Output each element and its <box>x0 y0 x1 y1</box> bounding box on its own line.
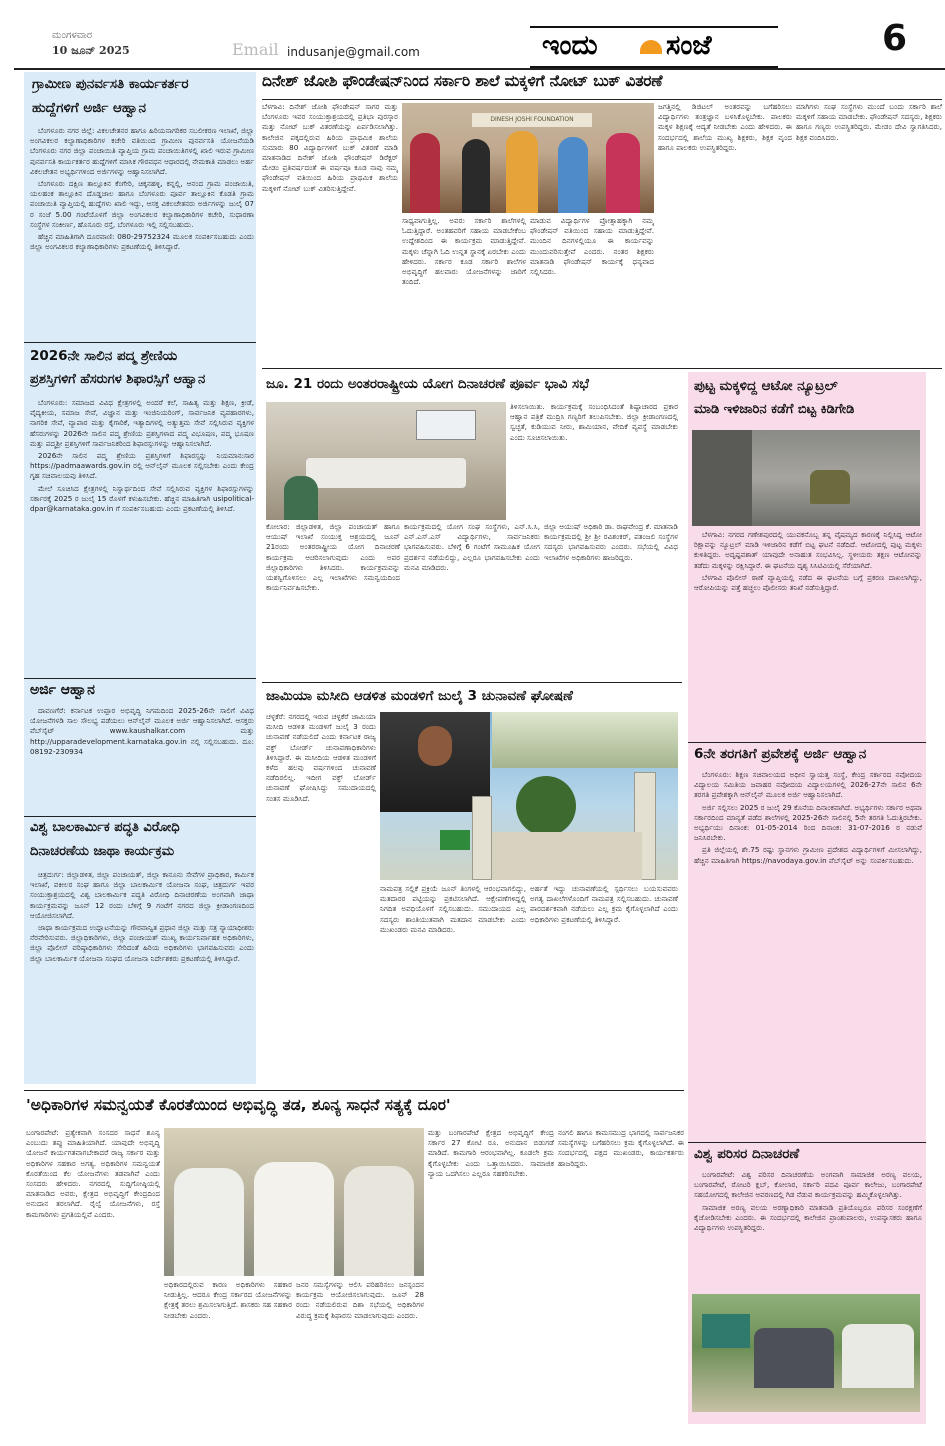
mosque-flag <box>440 830 470 850</box>
masthead <box>0 0 945 68</box>
email-label: Email <box>232 40 279 59</box>
bottom-title: 'ಅಧಿಕಾರಿಗಳ ಸಮನ್ವಯತೆ ಕೊರತೆಯಿಂದ ಅಭಿವೃದ್ಧಿ ತಡ, ಶೂನ್ಯ ಸಾಧನೆ ಸತ್ಯಕ್ಕೆ ದೂರ' <box>26 1096 451 1114</box>
left-a2-title-1: 2026ನೇ ಸಾಲಿನ ಪದ್ಮ ಶ್ರೇಣಿಯ <box>30 348 178 364</box>
page-number: 6 <box>882 18 908 59</box>
mosque-inset-group <box>492 712 678 768</box>
top-story-col-1: ಬೆಳಗಾವಿ: ದಿನೇಶ್ ಜೋಶಿ ಫೌಂಡೇಷನ್ ಸಾಗರ ಮತ್ತು ಬೆಂಗಳೂರು ಇವರ ಸಂಯುಕ್ತಾಶ್ರಯದಲ್ಲಿ ಪ್ರತಿಭಾ ಪುರಸ್ಕಾರ ಮತ್ತು ನೋಟ್ ಬುಕ್ ವಿತರಣೆಯನ್ನು ಏರ್ಪಡಿಸಲಾಗಿತ್ತು. ಕಾಲೇಜಿನ ಪಕ್ಕದಲ್ಲಿರುವ ಹಿರಿಯ ಪ್ರಾಥಮಿಕ ಶಾಲೆಯ ಸುಮಾರು 80 ವಿದ್ಯಾರ್ಥಿಗಳಿಗೆ ಬುಕ್ ವಿತರಣೆ ಮಾಡಿ ಮಾತನಾಡಿದ ದಿನೇಶ್ ಜೋಶಿ ಫೌಂಡೇಷನ್ ಡಿರೆಕ್ಟರ್ ಮೇಡಂ ಪ್ರತಿವರ್ಷದಂತೆ ಈ ವರ್ಷವೂ ಕೂಡ ನಾವು ನಮ್ಮ ಫೌಂಡೇಷನ್ ವತಿಯಿಂದ ಹಿರಿಯ ಪ್ರಾಥಮಿಕ ಶಾಲೆಯ ಮಕ್ಕಳಿಗೆ ನೋಟ್ ಬುಕ್ ವಿತರಿಸುತ್ತಿದ್ದೇವೆ. <box>262 102 398 193</box>
left-a4-p1: ಚಿತ್ರದುರ್ಗ: ಜಿಲ್ಲಾಡಳಿತ, ಜಿಲ್ಲಾ ಪಂಚಾಯತ್, ಜಿಲ್ಲಾ ಕಾನೂನು ಸೇವೆಗಳ ಪ್ರಾಧಿಕಾರ, ಕಾರ್ಮಿಕ ಇಲಾಖೆ, ವಕೀಲರ ಸಂಘ ಹಾಗೂ ಜಿಲ್ಲಾ ಬಾಲಕಾರ್ಮಿಕ ಯೋಜನಾ ಸಂಘ, ಚಿತ್ರದುರ್ಗ ಇವರ ಸಂಯುಕ್ತಾಶ್ರಯದಲ್ಲಿ ವಿಶ್ವ ಬಾಲಕಾರ್ಮಿಕ ಪದ್ಧತಿ ವಿರೋಧಿ ದಿನಾಚರಣೆಯ ಅಂಗವಾಗಿ ಜಾಥಾ ಕಾರ್ಯಕ್ರಮವನ್ನು ಜೂನ್ 12 ರಂದು ಬೆಳಿಗ್ಗೆ 9 ಗಂಟೆಗೆ ನಗರದ ಜಿಲ್ಲಾ ಕ್ರೀಡಾಂಗಣದಿಂದ ಆಯೋಜಿಸಲಾಗಿದೆ. <box>30 870 254 920</box>
auto-title-2: ಮಾಡಿ ಇಳಿಜಾರಿನ ಕಡೆಗೆ ಬಿಟ್ಟ ಕಿಡಿಗೇಡಿ <box>694 402 855 417</box>
yoga-photo <box>266 402 506 520</box>
top-story-title: ದಿನೇಶ್ ಜೋಶಿ ಫೌಂಡೇಷನ್‌ನಿಂದ ಸರ್ಕಾರಿ ಶಾಲೆ ಮಕ್ಕಳಿಗೆ ನೋಟ್ ಬುಕ್ ವಿತರಣೆ <box>262 72 663 90</box>
bottom-col-2: ಅಧಿಕಾರದಲ್ಲಿರುವ ಕಾರಣ ಅಧಿಕಾರಿಗಳು ಸಹಕಾರ ನೀಡುತ್ತಿಲ್ಲ. ಆದರೂ ಕೇಂದ್ರ ಸರ್ಕಾರದ ಯೋಜನೆಗಳನ್ನು ಕ್ಷೇತ್ರಕ್ಕೆ ತರಲು ಶ್ರಮಿಸಲಾಗುತ್ತಿದೆ. ಶಾಸಕರು ಸಹ ಸಹಕಾರ ನೀಡಬೇಕು ಎಂದರು. <box>164 1280 292 1320</box>
env-group-right <box>842 1324 914 1388</box>
top-story-col-4: ಜಗತ್ತಿನಲ್ಲಿ ಡಿಜಿಟಲ್ ಅಂತರವನ್ನು ಬಗೆಹರಿಸಲು ವಿದ್ಯಾರ್ಥಿಗಳು ತಂತ್ರಜ್ಞಾನ ಬಳಸಿಕೊಳ್ಳಬೇಕು. ಪಾಲಕರು ಮಕ್ಕಳ ಶಿಕ್ಷಣಕ್ಕೆ ಆದ್ಯತೆ ನೀಡಬೇಕು ಎಂದು ಹೇಳಿದರು. ಈ ಸಂದರ್ಭದಲ್ಲಿ ಶಾಲೆಯ ಮುಖ್ಯ ಶಿಕ್ಷಕರು, ಶಿಕ್ಷಕ ವೃಂದ ಹಾಗೂ ಪಾಲಕರು ಉಪಸ್ಥಿತರಿದ್ದರು. <box>658 102 792 152</box>
minaret-left <box>472 796 492 880</box>
left-a1-p1: ಬೆಂಗಳೂರು ನಗರ ಜಿಲ್ಲೆ: ವಿಕಲಚೇತನರ ಹಾಗೂ ಹಿರಿಯನಾಗರಿಕರ ಸಬಲೀಕರಣ ಇಲಾಖೆ, ಜಿಲ್ಲಾ ಅಂಗವಿಕಲರ ಕಲ್ಯಾಣಾಧಿಕಾರಿಗಳ ಕಚೇರಿ ವತಿಯಿಂದ ಗ್ರಾಮೀಣ ಪುನರ್ವಸತಿ ಯೋಜನೆಯಡಿ ಬೆಂಗಳೂರು ನಗರ ಜಿಲ್ಲಾ ಪಂಚಾಯಿತಿ ವ್ಯಾಪ್ತಿಯ ಗ್ರಾಮ ಪಂಚಾಯಿತಿಗಳಲ್ಲಿ ಖಾಲಿ ಇರುವ ಗ್ರಾಮೀಣ ಪುನರ್ವಸತಿ ಕಾರ್ಯಕರ್ತರ ಹುದ್ದೆಗಳಿಗೆ ಮಾಸಿಕ ಗೌರವಧನ ಆಧಾರದಲ್ಲಿ ನೇಮಕಾತಿ ಮಾಡಲು ಅರ್ಹ ವಿಕಲಚೇತನ ಅಭ್ಯರ್ಥಿಗಳಿಂದ ಅರ್ಜಿಗಳನ್ನು ಆಹ್ವಾನಿಸಲಾಗಿದೆ. <box>30 126 254 176</box>
left-a1-title-1: ಗ್ರಾಮೀಣ ಪುನರ್ವಸತಿ ಕಾರ್ಯಕರ್ತರ <box>32 76 189 92</box>
mosque-inset-face <box>418 726 452 766</box>
mosque-tree <box>516 776 576 836</box>
left-a4-title-1: ವಿಶ್ವ ಬಾಲಕಾರ್ಮಿಕ ಪದ್ಧತಿ ವಿರೋಧಿ <box>30 820 180 835</box>
left-a3-body <box>30 706 254 814</box>
yoga-col-2: ಕಾರ್ಯಕ್ರಮದಲ್ಲಿ ಯೋಗ ಸಂಘ ಸಂಸ್ಥೆಗಳು, ಎನ್.ಸಿ.ಸಿ, ಎನ್.ಎಸ್.ಎಸ್ ವಿದ್ಯಾರ್ಥಿಗಳು, ಸಾರ್ವಜನಿಕರು ಭಾಗವಹಿಸುವರು. ಬೆಳಿಗ್ಗೆ 6 ಗಂಟೆಗೆ ಸಾಮೂಹಿಕ ಯೋಗ ಪ್ರದರ್ಶನ ನಡೆಯಲಿದ್ದು, ಎಲ್ಲರೂ ಭಾಗವಹಿಸಬೇಕು ಎಂದು ಮನವಿ ಮಾಡಿದರು. <box>404 522 540 572</box>
yoga-right-top: ತಿಳಿಸಲಾಯಿತು. ಕಾರ್ಯಕ್ರಮಕ್ಕೆ ಸಂಬಂಧಿಸಿದಂತೆ ಶಿಷ್ಟಾಚಾರದ ಪ್ರಕಾರ ಆಹ್ವಾನ ಪತ್ರಿಕೆ ಮುದ್ರಿಸಿ ಗಣ್ಯರಿಗೆ ತಲುಪಿಸಬೇಕು. ಜಿಲ್ಲಾ ಕ್ರೀಡಾಂಗಣದಲ್ಲಿ ಸ್ವಚ್ಛತೆ, ಕುಡಿಯುವ ನೀರು, ಶಾಮಿಯಾನ, ವೇದಿಕೆ ವ್ಯವಸ್ಥೆ ಮಾಡಬೇಕು ಎಂದು ಸೂಚಿಸಲಾಯಿತು. <box>510 402 678 442</box>
photo-person-3 <box>506 131 538 213</box>
bottom-photo-group-2 <box>254 1162 334 1276</box>
photo-person-5 <box>606 133 640 213</box>
left-a2-title-2: ಪ್ರಶಸ್ತಿಗಳಿಗೆ ಹೆಸರುಗಳ ಶಿಫಾರಸ್ಸಿಗೆ ಆಹ್ವಾನ <box>30 372 206 387</box>
left-a1-title-2: ಹುದ್ದೆಗಳಿಗೆ ಅರ್ಜಿ ಆಹ್ವಾನ <box>32 100 146 116</box>
cctv-wall <box>692 430 752 526</box>
bottom-photo-group-3 <box>344 1166 414 1276</box>
logo-sun-icon <box>640 40 662 54</box>
env-title: ವಿಶ್ವ ಪರಿಸರ ದಿನಾಚರಣೆ <box>694 1146 800 1162</box>
left-a3-title: ಅರ್ಜಿ ಆಹ್ವಾನ <box>30 682 95 698</box>
env-banner <box>702 1314 750 1348</box>
yoga-col-1: ಕೋಲಾರ: ಜಿಲ್ಲಾಡಳಿತ, ಜಿಲ್ಲಾ ಪಂಚಾಯತ್ ಹಾಗೂ ಆಯುಷ್ ಇಲಾಖೆ ಸಂಯುಕ್ತ ಆಶ್ರಯದಲ್ಲಿ ಜೂನ್ 21ರಂದು ಅಂತರರಾಷ್ಟ್ರೀಯ ಯೋಗ ದಿನಾಚರಣೆ ಕಾರ್ಯಕ್ರಮ ಆಚರಿಸಲಾಗುವುದು ಎಂದು ಅಪರ ಜಿಲ್ಲಾಧಿಕಾರಿಗಳು ತಿಳಿಸಿದರು. ಕಾರ್ಯಕ್ರಮವನ್ನು ಯಶಸ್ವಿಗೊಳಿಸಲು ಎಲ್ಲ ಇಲಾಖೆಗಳು ಸಮನ್ವಯದಿಂದ ಕಾರ್ಯನಿರ್ವಹಿಸಬೇಕು. <box>266 522 400 593</box>
top-story-col-3: ಮಾಡುವ ವಿದ್ಯಾರ್ಥಿಗಳ ಪ್ರೋತ್ಸಾಹಕ್ಕಾಗಿ ನಮ್ಮ ಫೌಂಡೇಷನ್ ವತಿಯಿಂದ ಸಹಾಯ ಮಾಡುತ್ತಿದ್ದೇವೆ. ಮುಂದಿನ ದಿನಗಳಲ್ಲಿಯೂ ಈ ಕಾರ್ಯವನ್ನು ಮುಂದುವರಿಸುತ್ತೇವೆ ಎಂದರು. ನಂತರ ಶಿಕ್ಷಕರು ಮಾತನಾಡಿ ಫೌಂಡೇಷನ್ ಕಾರ್ಯಕ್ಕೆ ಧನ್ಯವಾದ ಸಲ್ಲಿಸಿದರು. <box>530 216 654 277</box>
bottom-photo <box>164 1128 424 1276</box>
mosque-col-2: ನಾಮಪತ್ರ ಸಲ್ಲಿಕೆ ಪ್ರಕ್ರಿಯೆ ಜೂನ್ ತಿಂಗಳಲ್ಲಿ ಆರಂಭವಾಗಲಿದ್ದು, ಮತದಾರರ ಪಟ್ಟಿಯನ್ನು ಪ್ರಕಟಿಸಲಾಗಿದೆ. ಆಕ್ಷೇಪಣೆಗಳಿದ್ದಲ್ಲಿ ನಿಗದಿತ ಅವಧಿಯೊಳಗೆ ಸಲ್ಲಿಸಬಹುದು. ಸಮುದಾಯದ ಎಲ್ಲ ಸದಸ್ಯರು ಶಾಂತಿಯುತವಾಗಿ ಮತದಾನ ಮಾಡಬೇಕು ಎಂದು ಮುಖಂಡರು ಮನವಿ ಮಾಡಿದರು. <box>380 884 526 934</box>
left-a4-p2: ಜಾಥಾ ಕಾರ್ಯಕ್ರಮದ ಉದ್ಘಾಟನೆಯನ್ನು ಗೌರವಾನ್ವಿತ ಪ್ರಧಾನ ಜಿಲ್ಲಾ ಮತ್ತು ಸತ್ರ ನ್ಯಾಯಾಧೀಶರು ನೆರವೇರಿಸುವರು. ಜಿಲ್ಲಾಧಿಕಾರಿಗಳು, ಜಿಲ್ಲಾ ಪಂಚಾಯತ್ ಮುಖ್ಯ ಕಾರ್ಯನಿರ್ವಾಹಕ ಅಧಿಕಾರಿಗಳು, ಜಿಲ್ಲಾ ಪೊಲೀಸ್ ವರಿಷ್ಠಾಧಿಕಾರಿಗಳು ಸೇರಿದಂತೆ ಹಿರಿಯ ಅಧಿಕಾರಿಗಳು ಭಾಗವಹಿಸುವರು ಎಂದು ಜಿಲ್ಲಾ ಬಾಲಕಾರ್ಮಿಕ ಯೋಜನಾ ಸಂಘದ ಯೋಜನಾ ನಿರ್ದೇಶಕರು ಪ್ರಕಟಣೆಯಲ್ಲಿ ತಿಳಿಸಿದ್ದಾರೆ. <box>30 923 254 963</box>
left-divider-1 <box>24 342 256 343</box>
yoga-title: ಜೂ. 21 ರಂದು ಅಂತರರಾಷ್ಟ್ರೀಯ ಯೋಗ ದಿನಾಚರಣೆ ಪೂರ್ವ ಭಾವಿ ಸಭೆ <box>266 376 589 392</box>
photo-person-2 <box>462 139 490 213</box>
auto-body <box>694 530 922 740</box>
bottom-top-rule <box>24 1090 684 1091</box>
logo-left-text: ಇಂದು <box>542 30 598 61</box>
top-story-photo <box>402 103 654 213</box>
right-divider-1 <box>688 742 926 743</box>
auto-rickshaw-shape <box>810 470 850 504</box>
left-a4-title-2: ದಿನಾಚರಣೆಯ ಜಾಥಾ ಕಾರ್ಯಕ್ರಮ <box>30 844 175 859</box>
left-divider-2 <box>24 678 256 679</box>
masthead-day: ಮಂಗಳವಾರ <box>52 30 93 41</box>
bottom-col-5: ನಂಗಲಿ ಹಾಗೂ ಕಾಮಸಮುದ್ರ ಭಾಗದಲ್ಲಿ ಸಾರ್ವಜನಿಕರ ಸಮಸ್ಯೆಗಳನ್ನು ಬಗೆಹರಿಸಲು ಕ್ರಮ ಕೈಗೊಳ್ಳಲಾಗಿದೆ. ಈ ಸಂದರ್ಭದಲ್ಲಿ ಪಕ್ಷದ ಮುಖಂಡರು, ಕಾರ್ಯಕರ್ತರು ಹಾಜರಿದ್ದರು. <box>558 1128 684 1168</box>
mosque-building <box>492 832 642 880</box>
top-story-col-2: ಸಾಧ್ಯವಾಗುತ್ತಿಲ್ಲ. ಅವರು ಸರ್ಕಾರಿ ಶಾಲೆಗಳಲ್ಲಿ ಓದುತ್ತಿದ್ದಾರೆ. ಅಂತಹವರಿಗೆ ಸಹಾಯ ಮಾಡಬೇಕೆಂಬ ಉದ್ದೇಶದಿಂದ ಈ ಕಾರ್ಯಕ್ರಮ ಮಾಡುತ್ತಿದ್ದೇವೆ. ಮಕ್ಕಳು ಚೆನ್ನಾಗಿ ಓದಿ ಉನ್ನತ ಸ್ಥಾನಕ್ಕೆ ಏರಬೇಕು ಎಂದು ಹೇಳಿದರು. ಸರ್ಕಾರ ಕೂಡ ಸರ್ಕಾರಿ ಶಾಲೆಗಳ ಅಭಿವೃದ್ಧಿಗೆ ಹಲವಾರು ಯೋಜನೆಗಳನ್ನು ಜಾರಿಗೆ ತಂದಿದೆ. <box>402 216 526 287</box>
yoga-bottom-rule <box>262 682 682 683</box>
env-body <box>694 1170 922 1290</box>
left-a2-body <box>30 398 254 676</box>
left-a2-p2: 2026ನೇ ಸಾಲಿನ ಪದ್ಮ ಶ್ರೇಣಿಯ ಪ್ರಶಸ್ತಿಗಳಿಗೆ ಶಿಫಾರಸ್ಸನ್ನು ನಿಯಮಾನುಸಾರ https://padmaawards.gov.in ರಲ್ಲಿ ಆನ್‌ಲೈನ್ ಮೂಲಕ ಸಲ್ಲಿಸಬೇಕು ಎಂದು ಕೇಂದ್ರ ಗೃಹ ಸಚಿವಾಲಯವು ತಿಳಿಸಿದೆ. <box>30 451 254 481</box>
admission-p2: ಅರ್ಜಿ ಸಲ್ಲಿಸಲು 2025 ರ ಜುಲೈ 29 ಕೊನೆಯ ದಿನಾಂಕವಾಗಿದೆ. ಅಭ್ಯರ್ಥಿಗಳು ಸರ್ಕಾರ ಅಥವಾ ಸರ್ಕಾರದಿಂದ ಮಾನ್ಯತೆ ಪಡೆದ ಶಾಲೆಗಳಲ್ಲಿ 2025-26ನೇ ಸಾಲಿನಲ್ಲಿ 5ನೇ ತರಗತಿ ಓದುತ್ತಿರಬೇಕು. ಅಭ್ಯರ್ಥಿಯು ದಿನಾಂಕ: 01-05-2014 ರಿಂದ ದಿನಾಂಕ: 31-07-2016 ರ ನಡುವೆ ಜನಿಸಿರಬೇಕು. <box>694 802 922 843</box>
yoga-photo-screen <box>416 410 476 440</box>
left-a3-p1: ದಾವಣಗೆರೆ: ಕರ್ನಾಟಕ ಉಪ್ಪಾರ ಅಭಿವೃದ್ಧಿ ನಿಗಮದಿಂದ 2025-26ನೇ ಸಾಲಿಗೆ ವಿವಿಧ ಯೋಜನೆಗಳಡಿ ಸಾಲ ಸೌಲಭ್ಯ ಪಡೆಯಲು ಆನ್‌ಲೈನ್ ಮೂಲಕ ಅರ್ಜಿ ಆಹ್ವಾನಿಸಲಾಗಿದೆ. ಆಸಕ್ತರು ವೆಬ್‌ಸೈಟ್ www.kaushalkar.com ಮತ್ತು http://upparadevelopment.karnataka.gov.in ನಲ್ಲಿ ಸಲ್ಲಿಸಬಹುದು. ದೂ: 08192-230934 <box>30 706 254 756</box>
bottom-col-4: ಮತ್ತು ಬಂಗಾರಪೇಟೆ ಕ್ಷೇತ್ರದ ಅಭಿವೃದ್ಧಿಗೆ ಕೇಂದ್ರ ಸರ್ಕಾರ 27 ಕೋಟಿ ರೂ. ಅನುದಾನ ಬಿಡುಗಡೆ ಮಾಡಿದೆ. ಕಾಮಗಾರಿ ಆರಂಭವಾಗಿಲ್ಲ. ಕೂಡಲೇ ಕ್ರಮ ಕೈಗೊಳ್ಳಬೇಕು ಎಂದು ಒತ್ತಾಯಿಸಿದರು. ಸಾಮಾಜಿಕ ನ್ಯಾಯ ಒದಗಿಸಲು ಎಲ್ಲರೂ ಸಹಕರಿಸಬೇಕು. <box>428 1128 554 1178</box>
admission-title: 6ನೇ ತರಗತಿಗೆ ಪ್ರವೇಶಕ್ಕೆ ಅರ್ಜಿ ಆಹ್ವಾನ <box>694 746 867 762</box>
auto-p1: ಬೆಳಗಾವಿ: ನಗರದ ಗಣೇಶಪುರದಲ್ಲಿ ಯುವಕನೊಬ್ಬ ತನ್ನ ವೈಷಮ್ಯದ ಕಾರಣಕ್ಕೆ ನಿಲ್ಲಿಸಿದ್ದ ಆಟೋ ರಿಕ್ಷಾವನ್ನು ನ್ಯೂಟ್ರಲ್ ಮಾಡಿ ಇಳಿಜಾರಿನ ಕಡೆಗೆ ಬಿಟ್ಟ ಘಟನೆ ನಡೆದಿದೆ. ಆಟೋದಲ್ಲಿ ಪುಟ್ಟ ಮಕ್ಕಳು ಕುಳಿತಿದ್ದರು. ಅದೃಷ್ಟವಶಾತ್ ಯಾವುದೇ ಅನಾಹುತ ಸಂಭವಿಸಿಲ್ಲ. ಸ್ಥಳೀಯರು ತಕ್ಷಣ ಆಟೋವನ್ನು ತಡೆದು ಮಕ್ಕಳನ್ನು ರಕ್ಷಿಸಿದ್ದಾರೆ. ಈ ಘಟನೆಯ ದೃಶ್ಯ ಸಿಸಿಟಿವಿಯಲ್ಲಿ ಸೆರೆಯಾಗಿದೆ. <box>694 530 922 570</box>
auto-title-1: ಪುಟ್ಟ ಮಕ್ಕಳಿದ್ದ ಆಟೋ ನ್ಯೂಟ್ರಲ್ <box>694 378 838 394</box>
masthead-logo <box>530 26 778 68</box>
yoga-photo-table <box>306 458 466 488</box>
mosque-col-1: ಚಳ್ಳಕೆರೆ: ನಗರದಲ್ಲಿ ಇರುವ ಚಳ್ಳಕೆರೆ ಜಾಮಿಯಾ ಮಸೀದಿ ಆಡಳಿತ ಮಂಡಳಿಗೆ ಜುಲೈ 3 ರಂದು ಚುನಾವಣೆ ನಡೆಯಲಿದೆ ಎಂದು ಕರ್ನಾಟಕ ರಾಜ್ಯ ವಕ್ಫ್ ಬೋರ್ಡ್ ಚುನಾವಣಾಧಿಕಾರಿಗಳು ತಿಳಿಸಿದ್ದಾರೆ. ಈ ಮಸೀದಿಯ ಆಡಳಿತ ಮಂಡಳಿಗೆ ಕಳೆದ ಹಲವು ವರ್ಷಗಳಿಂದ ಚುನಾವಣೆ ನಡೆದಿರಲಿಲ್ಲ. ಇದೀಗ ವಕ್ಫ್ ಬೋರ್ಡ್ ಚುನಾವಣೆ ಘೋಷಿಸಿದ್ದು ಸಮುದಾಯದಲ್ಲಿ ಸಂತಸ ಮೂಡಿಸಿದೆ. <box>266 712 376 803</box>
env-p1: ಬಂಗಾರಪೇಟೆ: ವಿಶ್ವ ಪರಿಸರ ದಿನಾಚರಣೆಯ ಅಂಗವಾಗಿ ಸಾಮಾಜಿಕ ಅರಣ್ಯ ವಲಯ, ಬಂಗಾರಪೇಟೆ, ರೋಟರಿ ಕ್ಲಬ್, ಕೋಲಾರ, ಸರ್ಕಾರಿ ಪದವಿ ಪೂರ್ವ ಕಾಲೇಜು, ಬಂಗಾರಪೇಟೆ ಸಹಯೋಗದಲ್ಲಿ ಕಾಲೇಜಿನ ಆವರಣದಲ್ಲಿ ಗಿಡ ನೆಡುವ ಕಾರ್ಯಕ್ರಮವನ್ನು ಹಮ್ಮಿಕೊಳ್ಳಲಾಗಿತ್ತು. <box>694 1170 922 1200</box>
left-a1-p2: ಬೆಂಗಳೂರು ದಕ್ಷಿಣ ತಾಲ್ಲೂಕಿನ ಕೆಂಗೇರಿ, ಚಿಕ್ಕನಹಳ್ಳಿ, ಕನ್ನಲ್ಲಿ, ಆನಂದ ಗ್ರಾಮ ಪಂಚಾಯಿತಿ, ಯಲಹಂಕ ತಾಲ್ಲೂಕಿನ ದೊಡ್ಡಜಾಲ ಹಾಗೂ ಬೆಂಗಳೂರು ಪೂರ್ವ ತಾಲ್ಲೂಕಿನ ಕೊಡತಿ ಗ್ರಾಮ ಪಂಚಾಯಿತಿ ವ್ಯಾಪ್ತಿಯಲ್ಲಿ ಹುದ್ದೆಗಳು ಖಾಲಿ ಇದ್ದು, ಆಸಕ್ತ ವಿಕಲಚೇತನರು ಅರ್ಜಿಗಳನ್ನು ಜುಲೈ 07 ರ ಸಂಜೆ 5.00 ಗಂಟೆಯೊಳಗೆ ಜಿಲ್ಲಾ ಅಂಗವಿಕಲರ ಕಲ್ಯಾಣಾಧಿಕಾರಿಗಳ ಕಚೇರಿ, ಸುಧಾರಣಾ ಸಂಸ್ಥೆಗಳ ಸಂಕೀರ್ಣ, ಹೊಸೂರು ರಸ್ತೆ, ಬೆಂಗಳೂರು ಇಲ್ಲಿ ಸಲ್ಲಿಸಬಹುದು. <box>30 179 254 229</box>
mosque-title: ಜಾಮಿಯಾ ಮಸೀದಿ ಆಡಳಿತ ಮಂಡಳಿಗೆ ಜುಲೈ 3 ಚುನಾವಣೆ ಘೋಷಣೆ <box>266 688 573 704</box>
left-a1-body <box>30 126 254 342</box>
env-photo <box>692 1294 920 1412</box>
env-p2: ಸಾಮಾಜಿಕ ಅರಣ್ಯ ವಲಯ ಅರಣ್ಯಾಧಿಕಾರಿ ಮಾತನಾಡಿ ಪ್ರತಿಯೊಬ್ಬರೂ ಪರಿಸರ ಸಂರಕ್ಷಣೆಗೆ ಕೈಜೋಡಿಸಬೇಕು ಎಂದರು. ಈ ಸಂದರ್ಭದಲ್ಲಿ ಕಾಲೇಜಿನ ಪ್ರಾಂಶುಪಾಲರು, ಉಪನ್ಯಾಸಕರು ಹಾಗೂ ವಿದ್ಯಾರ್ಥಿಗಳು ಉಪಸ್ಥಿತರಿದ್ದರು. <box>694 1202 922 1233</box>
top-story-bottom-rule <box>262 368 942 369</box>
left-divider-3 <box>24 816 256 817</box>
admission-p3: ಪ್ರತಿ ಜಿಲ್ಲೆಯಲ್ಲಿ ಶೇ.75 ರಷ್ಟು ಸ್ಥಾನಗಳು ಗ್ರಾಮೀಣ ಪ್ರದೇಶದ ವಿದ್ಯಾರ್ಥಿಗಳಿಗೆ ಮೀಸಲಾಗಿದ್ದು, ಹೆಚ್ಚಿನ ಮಾಹಿತಿಗಾಗಿ https://navodaya.gov.in ವೆಬ್‌ಸೈಟ್ ಅನ್ನು ಸಂಪರ್ಕಿಸಬಹುದು. <box>694 845 922 865</box>
right-divider-2 <box>688 1142 926 1143</box>
top-story-rule <box>262 99 942 100</box>
admission-p1: ಬೆಂಗಳೂರು: ಶಿಕ್ಷಣ ಸಚಿವಾಲಯದ ಅಧೀನ ಸ್ವಾಯತ್ತ ಸಂಸ್ಥೆ, ಕೇಂದ್ರ ಸರ್ಕಾರದ ನವೋದಯ ವಿದ್ಯಾಲಯ ಸಮಿತಿಯ ಜವಾಹರ ನವೋದಯ ವಿದ್ಯಾಲಯಗಳಲ್ಲಿ 2026-27ನೇ ಸಾಲಿನ 6ನೇ ತರಗತಿ ಪ್ರವೇಶಕ್ಕಾಗಿ ಆನ್‌ಲೈನ್ ಮೂಲಕ ಅರ್ಜಿ ಆಹ್ವಾನಿಸಲಾಗಿದೆ. <box>694 770 922 800</box>
logo-right-text: ಸಂಜೆ <box>666 30 712 61</box>
left-a4-body <box>30 870 254 1080</box>
top-story-col-5: ಮಾಗಿಗಳು ಸಂಘ ಸಂಸ್ಥೆಗಳು ಮುಂದೆ ಬಂದು ಸರ್ಕಾರಿ ಶಾಲೆ ಮಕ್ಕಳಿಗೆ ಸಹಾಯ ಮಾಡಬೇಕು. ಫೌಂಡೇಷನ್ ಸದಸ್ಯರು, ಶಿಕ್ಷಕರು ಹಾಗೂ ಗಣ್ಯರು ಉಪಸ್ಥಿತರಿದ್ದರು. ಮೇಡಂ ದೇವಿ ಸ್ವಾಗತಿಸಿದರು, ಶಿಕ್ಷಕ ವಂದಿಸಿದರು. <box>796 102 942 142</box>
masthead-date: 10 ಜೂನ್ 2025 <box>52 44 130 57</box>
auto-cctv-photo <box>692 430 920 526</box>
mosque-col-3: ಅರ್ಹತೆ ಇದ್ದು ಚುನಾವಣೆಯಲ್ಲಿ ಸ್ಪರ್ಧಿಸಲು ಬಯಸುವವರು ಅಗತ್ಯ ದಾಖಲೆಗಳೊಂದಿಗೆ ನಾಮಪತ್ರ ಸಲ್ಲಿಸಬಹುದು. ಚುನಾವಣೆ ಪಾರದರ್ಶಕವಾಗಿ ನಡೆಯಲು ಎಲ್ಲ ಕ್ರಮ ಕೈಗೊಳ್ಳಲಾಗಿದೆ ಎಂದು ಅಧಿಕಾರಿಗಳು ಪ್ರಕಟಣೆಯಲ್ಲಿ ತಿಳಿಸಿದ್ದಾರೆ. <box>530 884 678 924</box>
auto-p2: ಬೆಳಗಾವಿ ಪೊಲೀಸ್ ಠಾಣೆ ವ್ಯಾಪ್ತಿಯಲ್ಲಿ ನಡೆದ ಈ ಘಟನೆಯ ಬಗ್ಗೆ ಪ್ರಕರಣ ದಾಖಲಾಗಿದ್ದು, ಆರೋಪಿಯನ್ನು ಪತ್ತೆ ಹಚ್ಚಲು ಪೊಲೀಸರು ತನಿಖೆ ನಡೆಸುತ್ತಿದ್ದಾರೆ. <box>694 572 922 593</box>
mosque-photo <box>380 712 678 880</box>
left-a2-p1: ಬೆಂಗಳೂರು: ಸಮಾಜದ ವಿವಿಧ ಕ್ಷೇತ್ರಗಳಲ್ಲಿ ಅಂದರೆ ಕಲೆ, ಸಾಹಿತ್ಯ ಮತ್ತು ಶಿಕ್ಷಣ, ಕ್ರೀಡೆ, ವೈದ್ಯಕೀಯ, ಸಮಾಜ ಸೇವೆ, ವಿಜ್ಞಾನ ಮತ್ತು ಇಂಜಿನಿಯರಿಂಗ್, ಸಾರ್ವಜನಿಕ ವ್ಯವಹಾರಗಳು, ನಾಗರಿಕ ಸೇವೆ, ವ್ಯಾಪಾರ ಮತ್ತು ಕೈಗಾರಿಕೆ, ಇತ್ಯಾದಿಗಳಲ್ಲಿ ಅತ್ಯುತ್ತಮ ಸೇವೆ ಸಲ್ಲಿಸಿರುವ ವ್ಯಕ್ತಿಗಳ ಹೆಸರುಗಳನ್ನು 2026ನೇ ಸಾಲಿನ ಪದ್ಮ ಶ್ರೇಣಿಯ ಪ್ರಶಸ್ತಿಗಳಾದ ಪದ್ಮ ವಿಭೂಷಣ, ಪದ್ಮ ಭೂಷಣ ಮತ್ತು ಪದ್ಮಶ್ರೀ ಪ್ರಶಸ್ತಿಗಳಿಗೆ ಸಾರ್ವಜನಿಕರಿಂದ ಶಿಫಾರಸ್ಸುಗಳನ್ನು ಆಹ್ವಾನಿಸಲಾಗಿದೆ. <box>30 398 254 448</box>
yoga-photo-person <box>284 476 318 520</box>
left-a1-p3: ಹೆಚ್ಚಿನ ಮಾಹಿತಿಗಾಗಿ ದೂರವಾಣಿ: 080-29752324 ಮೂಲಕ ಸಂಪರ್ಕಿಸಬಹುದು ಎಂದು ಜಿಲ್ಲಾ ಅಂಗವಿಕಲರ ಕಲ್ಯಾಣಾಧಿಕಾರಿಗಳು ಪ್ರಕಟಣೆಯಲ್ಲಿ ತಿಳಿಸಿದ್ದಾರೆ. <box>30 232 254 252</box>
yoga-col-3: ಜಿಲ್ಲಾ ಆಯುಷ್ ಅಧಿಕಾರಿ ಡಾ. ರಾಘವೇಂದ್ರ ಕೆ. ಮಾತನಾಡಿ ಕಾರ್ಯಕ್ರಮದಲ್ಲಿ ಶ್ರೀ ಶ್ರೀ ರವಿಶಂಕರ್, ಪತಂಜಲಿ ಸಂಸ್ಥೆಗಳ ಸದಸ್ಯರು ಭಾಗವಹಿಸುವರು ಎಂದರು. ಸಭೆಯಲ್ಲಿ ವಿವಿಧ ಇಲಾಖೆಗಳ ಅಧಿಕಾರಿಗಳು ಹಾಜರಿದ್ದರು. <box>544 522 678 562</box>
bottom-photo-group-1 <box>174 1168 244 1276</box>
masthead-rule <box>14 68 945 70</box>
left-a2-p3: ಮೇಲೆ ಸೂಚಿಸಿದ ಕ್ಷೇತ್ರಗಳಲ್ಲಿ ನಿಸ್ವಾರ್ಥದಿಂದ ಸೇವೆ ಸಲ್ಲಿಸಿರುವ ವ್ಯಕ್ತಿಗಳ ಶಿಫಾರಸ್ಸುಗಳನ್ನು ಸರ್ಕಾರಕ್ಕೆ 2025 ರ ಜುಲೈ 15 ರೊಳಗೆ ಕಳುಹಿಸಬೇಕು. ಹೆಚ್ಚಿನ ಮಾಹಿತಿಗಾಗಿ usipolitical-dpar@karnataka.gov.in ಗೆ ಸಂಪರ್ಕಿಸಬಹುದು ಎಂದು ಪ್ರಕಟಣೆಯಲ್ಲಿ ತಿಳಿಸಿದೆ. <box>30 483 254 514</box>
right-column <box>688 372 926 1424</box>
bottom-col-1: ಬಂಗಾರಪೇಟೆ: ಪ್ರತ್ಯೇಕವಾಗಿ ಸಂಸದರ ಸಾಧನೆ ಶೂನ್ಯ ಎಂಬುದು ತಪ್ಪು ಮಾಹಿತಿಯಾಗಿದೆ. ಯಾವುದೇ ಅಭಿವೃದ್ಧಿ ಯೋಜನೆ ಕಾರ್ಯಗತವಾಗಬೇಕಾದರೆ ರಾಜ್ಯ ಸರ್ಕಾರ ಮತ್ತು ಅಧಿಕಾರಿಗಳ ಸಹಕಾರ ಅಗತ್ಯ. ಅಧಿಕಾರಿಗಳ ಸಮನ್ವಯತೆ ಕೊರತೆಯಿಂದ ಕೆಲ ಯೋಜನೆಗಳು ತಡವಾಗಿವೆ ಎಂದು ಸಂಸದರು ಹೇಳಿದರು. ನಗರದಲ್ಲಿ ಸುದ್ದಿಗೋಷ್ಠಿಯಲ್ಲಿ ಮಾತನಾಡಿದ ಅವರು, ಕ್ಷೇತ್ರದ ಅಭಿವೃದ್ಧಿಗೆ ಕೇಂದ್ರದಿಂದ ಅನುದಾನ ತರಲಾಗಿದೆ. ರೈಲ್ವೆ ಯೋಜನೆಗಳು, ರಸ್ತೆ ಕಾಮಗಾರಿಗಳು ಪ್ರಗತಿಯಲ್ಲಿವೆ ಎಂದರು. <box>26 1128 160 1219</box>
photo-person-4 <box>558 137 588 213</box>
env-group-left <box>754 1328 834 1388</box>
left-column <box>24 72 256 1084</box>
photo-banner: DINESH JOSHI FOUNDATION <box>472 113 592 127</box>
admission-body <box>694 770 922 1138</box>
bottom-col-3: ಜನರ ಸಮಸ್ಯೆಗಳನ್ನು ಆಲಿಸಿ ಪರಿಹರಿಸಲು ಜನಸ್ಪಂದನ ಕಾರ್ಯಕ್ರಮ ಆಯೋಜಿಸಲಾಗುವುದು. ಜೂನ್ 28 ರಂದು ನಡೆಯಲಿರುವ ದಿಶಾ ಸಭೆಯಲ್ಲಿ ಅಧಿಕಾರಿಗಳ ವಿರುದ್ಧ ಕ್ರಮಕ್ಕೆ ಶಿಫಾರಸು ಮಾಡಲಾಗುವುದು ಎಂದರು. <box>296 1280 424 1320</box>
email-address[interactable]: indusanje@gmail.com <box>287 45 420 59</box>
photo-person-1 <box>410 133 440 213</box>
